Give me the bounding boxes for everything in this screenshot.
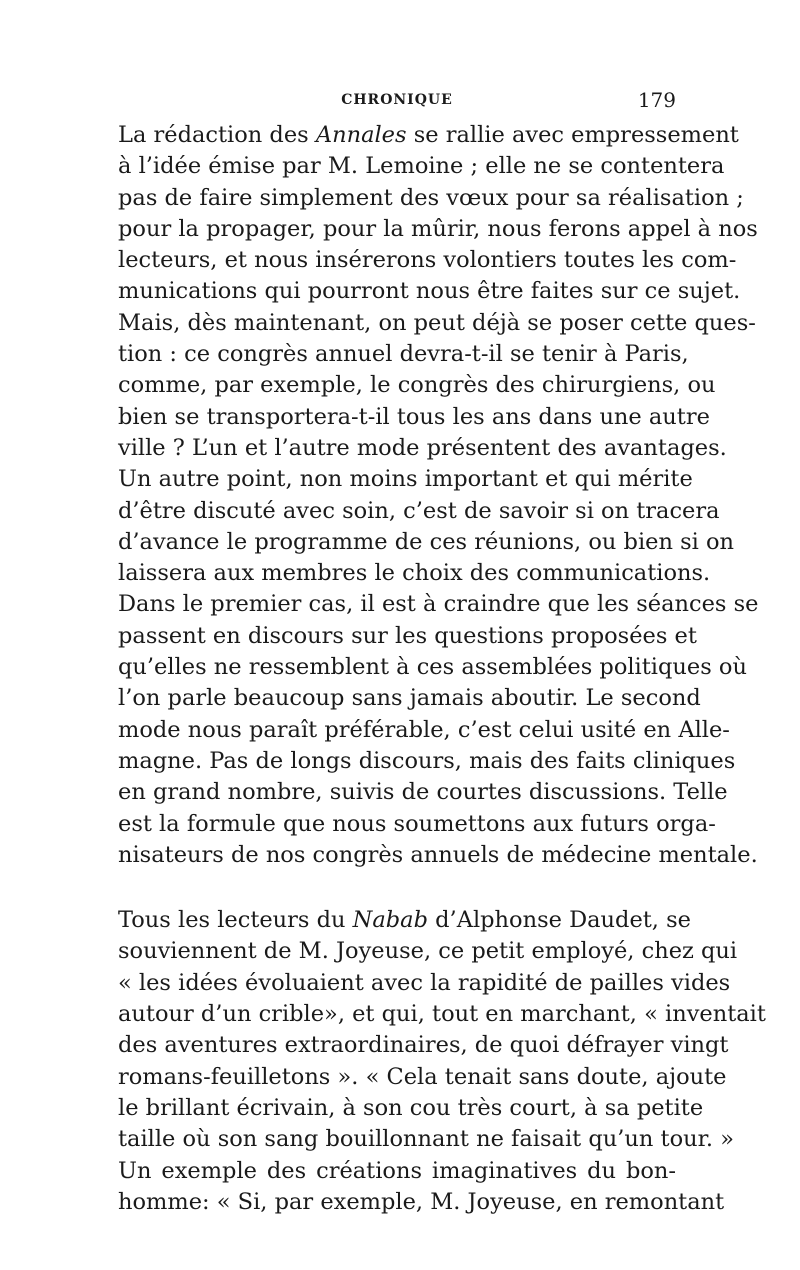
text-line: La rédaction des Annales se rallie avec empressement	[118, 122, 739, 148]
text-line: passent en discours sur les questions proposées et	[118, 622, 697, 649]
text-line: ville ? L’un et l’autre mode présentent des avantages.	[118, 434, 727, 461]
text-line: Dans le premier cas, il est à craindre que les séances se	[118, 591, 759, 618]
body-text	[118, 120, 766, 1218]
text-line: le brillant écrivain, à son cou très court, à sa petite	[118, 1094, 704, 1121]
text-line: Un exemple des créations imaginatives du bon-	[118, 1157, 676, 1184]
text-line: laissera aux membres le choix des communications.	[118, 560, 711, 587]
text-line: romans-feuilletons ». « Cela tenait sans doute, ajoute	[118, 1063, 727, 1090]
paragraph-3	[118, 905, 766, 1155]
text-line: d’être discuté avec soin, c’est de savoir si on tracera	[118, 497, 720, 524]
text-line: pas de faire simplement des vœux pour sa réalisation ;	[118, 184, 744, 211]
running-head: CHRONIQUE	[341, 92, 453, 108]
text-line: lecteurs, et nous insérerons volontiers toutes les com-	[118, 247, 737, 274]
text-line: à l’idée émise par M. Lemoine ; elle ne se contentera	[118, 153, 725, 180]
text-line: pour la propager, pour la mûrir, nous ferons appel à nos	[118, 215, 758, 242]
text-line: taille où son sang bouillonnant ne faisait qu’un tour. »	[118, 1126, 734, 1153]
text-line: qu’elles ne ressemblent à ces assemblées politiques où	[118, 654, 747, 681]
text-line: Tous les lecteurs du Nabab d’Alphonse Daudet, se	[118, 907, 691, 934]
page-header	[118, 88, 676, 118]
paragraph-1	[118, 120, 758, 464]
text-line: « les idées évoluaient avec la rapidité de pailles vides	[118, 969, 731, 996]
text-line: Mais, dès maintenant, on peut déjà se poser cette ques-	[118, 309, 756, 336]
paragraph-2	[118, 464, 759, 871]
text-line: munications qui pourront nous être faites sur ce sujet.	[118, 278, 741, 305]
text-line: bien se transportera-t-il tous les ans dans une autre	[118, 403, 710, 430]
text-line: d’avance le programme de ces réunions, ou bien si on	[118, 528, 735, 555]
text-line: magne. Pas de longs discours, mais des faits cliniques	[118, 747, 736, 774]
paragraph-4	[118, 1156, 725, 1219]
text-line: nisateurs de nos congrès annuels de médecine mentale.	[118, 841, 758, 868]
text-line: Un autre point, non moins important et qui mérite	[118, 466, 693, 493]
text-line: l’on parle beaucoup sans jamais aboutir. Le second	[118, 685, 701, 712]
section-gap	[118, 871, 676, 905]
text-line: en grand nombre, suivis de courtes discussions. Telle	[118, 779, 728, 806]
text-line: homme: « Si, par exemple, M. Joyeuse, en remontant	[118, 1188, 725, 1215]
text-line: mode nous paraît préférable, c’est celui usité en Alle-	[118, 716, 730, 743]
page-number: 179	[637, 88, 676, 112]
text-line: tion : ce congrès annuel devra-t-il se tenir à Paris,	[118, 341, 689, 368]
italic-title: Nabab	[352, 907, 428, 934]
text-line: autour d’un crible», et qui, tout en marchant, « inventait	[118, 1001, 766, 1028]
text-line: souviennent de M. Joyeuse, ce petit employé, chez qui	[118, 938, 738, 965]
text-line: comme, par exemple, le congrès des chirurgiens, ou	[118, 372, 716, 399]
text-line: est la formule que nous soumettons aux futurs orga-	[118, 810, 716, 837]
italic-title: Annales	[315, 122, 407, 148]
text-line: des aventures extraordinaires, de quoi défrayer vingt	[118, 1032, 729, 1059]
